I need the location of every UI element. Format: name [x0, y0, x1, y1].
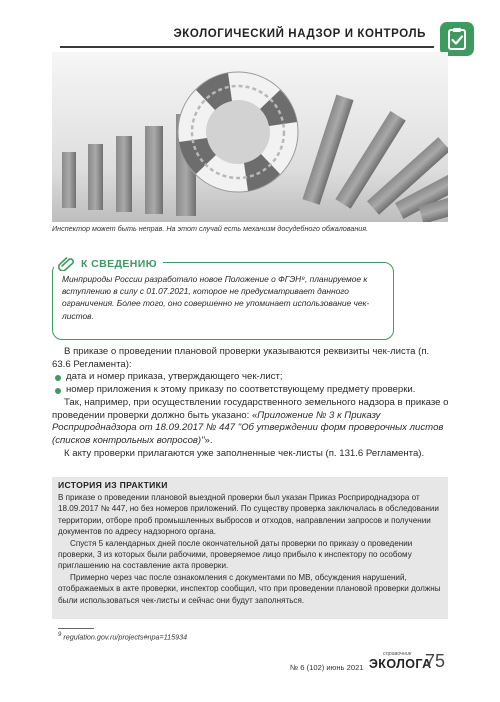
lifebuoy-dominoes-photo	[52, 52, 448, 222]
brand-subtitle: справочник	[383, 651, 412, 657]
page-number: 75	[425, 651, 446, 671]
paperclip-icon	[58, 257, 76, 271]
info-box-header	[54, 256, 163, 272]
bullet-icon	[55, 388, 61, 394]
photo-caption: Инспектор может быть неправ. На этот случай есть механизм досудебного обжалования.	[52, 224, 369, 233]
brand-logo: ЭКОЛОГА	[369, 657, 432, 671]
footnote-link[interactable]: regulation.gov.ru/projects#npa=115934	[63, 632, 188, 642]
footnote-number: 9	[58, 632, 62, 638]
article-body	[52, 346, 450, 460]
footnote-rule	[58, 628, 94, 629]
practice-title: ИСТОРИЯ ИЗ ПРАКТИКИ	[58, 480, 168, 490]
requisites-list	[52, 371, 450, 396]
photo-illustration	[52, 52, 448, 222]
list-item: дата и номер приказа, утверждающего чек-лист;	[52, 371, 450, 384]
page-header	[0, 22, 500, 52]
footnote	[58, 632, 187, 641]
bullet-icon	[55, 375, 61, 381]
header-rule	[60, 46, 434, 48]
body-paragraph: К акту проверки прилагаются уже заполненные чек-листы (п. 131.6 Регламента).	[64, 447, 425, 459]
info-box-text: Минприроды России разработало новое Положение о ФГЭН⁹, планируемое к вступлению в силу с 01.07.2021, которое не предусматривает данного ограничения. Более того, оно совершенно не упоминает использование чек-листов.	[62, 274, 370, 321]
practice-text	[58, 492, 444, 606]
issue-info: № 6 (102) июнь 2021	[290, 663, 364, 672]
body-paragraph: В приказе о проведении плановой проверки указываются реквизиты чек-листа (п. 63.6 Регламента):	[52, 346, 430, 370]
section-badge	[440, 22, 474, 56]
practice-paragraph: В приказе о проведении плановой выездной проверки был указан Приказ Росприроднадзора от 18.09.2017 № 447, но без номеров приложений. По существу проверка заключалась в обследовании территории, отборе проб промышленных выбросов и отходов, направлении запросов и получении документов по адресу надзорного органа.	[58, 493, 439, 537]
section-title: ЭКОЛОГИЧЕСКИЙ НАДЗОР И КОНТРОЛЬ	[173, 28, 426, 40]
body-paragraph: Так, например, при осуществлении государственного земельного надзора в приказе о проведении проверки должно быть указано: «Приложение № 3 к Приказу Росприроднадзора от 18.09.2017 № 447 "Об утверждении форм проверочных листов (списков контрольных вопросов)"».	[52, 396, 449, 446]
practice-paragraph: Спустя 5 календарных дней после окончательной даты проверки по приказу о проведении проверки, 3 из которых были рабочими, проверяемое лицо прибыло к инспектору по особому приглашению на составление акта проверки.	[58, 538, 413, 571]
list-item: номер приложения к этому приказу по соответствующему предмету проверки.	[52, 384, 450, 397]
practice-paragraph: Примерно через час после ознакомления с документами по МВ, обсуждения нарушений, отображаемых в акте проверки, инспектор сообщил, что при проведении плановой проверки должны были использоваться чек-листы и сейчас они будут заполняться.	[58, 572, 441, 605]
info-box-title: К СВЕДЕНИЮ	[81, 258, 157, 270]
clipboard-check-icon	[440, 22, 474, 56]
